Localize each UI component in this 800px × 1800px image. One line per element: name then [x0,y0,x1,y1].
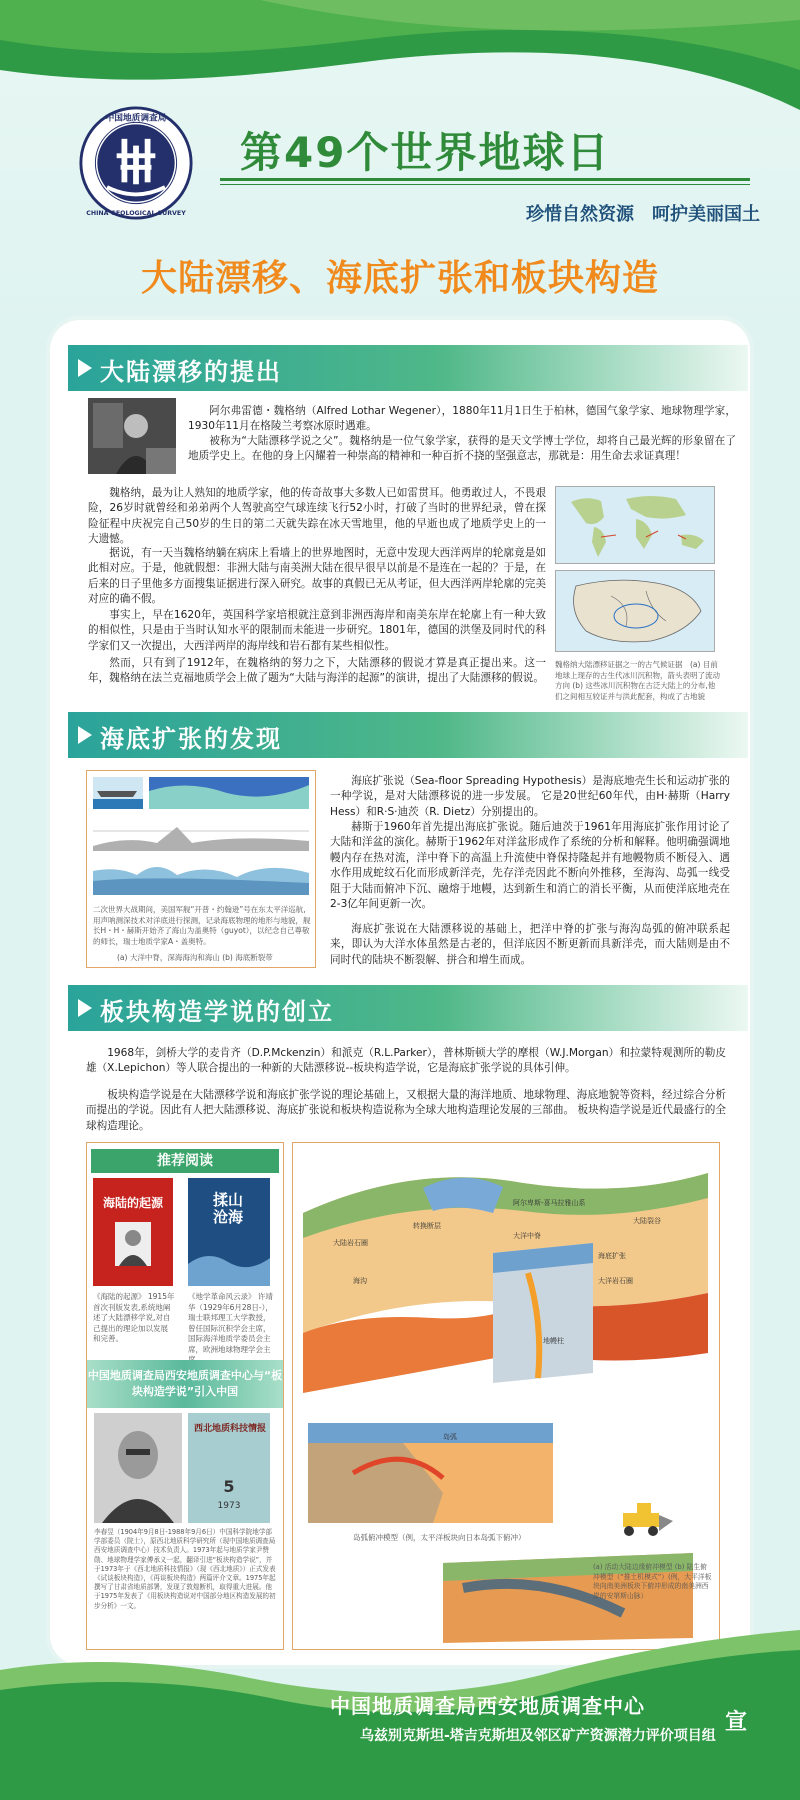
journal-year: 1973 [217,1501,241,1511]
section2-paragraph-1: 海底扩张说（Sea-floor Spreading Hypothesis）是海底地壳生长和运动扩张的一种学说，是对大陆漂移说的进一步发展。 它是20世纪60年代，由H·赫斯（Harry Hess）和R·S·迪茨（R. Dietz）分别提出的。 [330,775,730,818]
footer-mark: 宣 [725,1710,748,1735]
slogan: 珍惜自然资源 呵护美丽国土 [526,204,760,225]
diagram-label-10: 大陆裂谷 [633,1217,661,1225]
logo-text-top: 中国地质调查局 [105,113,167,124]
section1-heading: 大陆漂移的提出 [100,358,282,386]
diagram-label-9: 岛弧 [443,1433,457,1441]
book1-title: 海陆的起源 [102,1196,163,1210]
diagram-label-7: 海底扩张 [598,1252,626,1260]
section2-heading: 海底扩张的发现 [100,725,282,753]
cgs-logo [78,105,194,221]
book2-title: 揉山沧海 [212,1191,243,1226]
journal-cover [188,1413,270,1523]
diagram-label-8: 地幔柱 [543,1337,564,1345]
book1-cover [93,1178,173,1286]
diagram-caption-1: 岛弧俯冲模型（例，太平洋板块向日本岛弧下俯冲） [353,1533,526,1542]
book1-caption: 《海陆的起源》 1915年首次刊版发表,系统地阐述了大陆漂移学说,对自己提出的理论加以发展和完善。 [93,1292,175,1343]
seafloor-figure-frame [86,770,316,968]
book2-cover [188,1178,270,1286]
section1-paragraph-2: 被称为“大陆漂移学说之父”。魏格纳是一位气象学家，获得的是天文学博士学位，却将自己最光辉的形象留在了地质学史上。在他的身上闪耀着一种崇高的精神和一种百折不挠的坚强意志，那就是：用生命去求证真理！ [188,435,736,463]
diagram-label-3: 阿尔卑斯-喜马拉雅山系 [513,1199,586,1207]
section1-paragraph-3: 魏格纳，最为让人熟知的地质学家，他的传奇故事大多数人已如雷贯耳。他勇敢过人，不畏艰险，26岁时就曾经和弟弟两个人驾驶高空气球连续飞行52小时，打破了当时的世界纪录，曾在探险征程中庆祝完自己50岁的生日的第二天就失踪在冰天雪地里，他的早逝也成了地质学史上的一大遗憾。 [88,487,546,546]
bullet-icon [78,999,92,1017]
section3-paragraph-2: 板块构造学说是在大陆漂移学说和海底扩张学说的理论基础上，又根据大量的海洋地质、地球物理、海底地貌等资料，经过综合分析而提出的学说。因此有人把大陆漂移说、海底扩张说和板块构造说称为全球大地构造理论发展的三部曲。 板块构造学说是近代最盛行的全球构造理论。 [86,1089,726,1132]
li-chunyu-caption: 李春昱（1904年9月8日-1988年9月6日）中国科学院地学部学部委员（院士），原西北地质科学研究所（现中国地质调查局西安地质调查中心）技术负责人。1973年起与地质学家尹赞勋、地球物理学家傅承义一起，翻译引进“板块构造学说”，并于1973年于《西北地质科技情报》（现《西北地质》）正式发表《试谈板块构造》，《再谈板块构造》两篇评介文章。1975年起撰写了甘肃省地质部署，发现了敦煌断机，取得重大进展。他于1975年发表了《用板块构造说对中国部分地区构造发展的初步分析》一文。 [94,1528,276,1610]
main-title: 第49个世界地球日 [240,128,611,177]
section2-paragraph-2: 赫斯于1960年首先提出海底扩张说。随后迪茨于1961年用海底扩张作用讨论了大陆和洋盆的演化。赫斯于1962年对洋盆形成作了系统的分析和解释。他明确强调地幔内存在热对流，洋中脊下的高温上升流使中脊保持隆起并有地幔物质不断侵入、遇水作用成蛇纹石化而形成新洋壳，先存洋壳因此不断向外推移，至海沟、岛弧一线受阻于大陆而俯冲下沉、融熔于地幔，达到新生和消亡的消长平衡，从而使洋底地壳在2-3亿年间更新一次。 [330,821,730,911]
section1-paragraph-6: 然而，只有到了1912年，在魏格纳的努力之下，大陆漂移的假说才算是真正提出来。这一年，魏格纳在法兰克福地质学会上做了题为“大陆与海洋的起源”的演讲，提出了大陆漂移的假说。 [88,657,546,685]
wegener-photo [88,398,176,474]
diagram-label-5: 大洋中脊 [513,1232,541,1240]
li-chunyu-portrait [94,1413,182,1523]
diagram-label-2: 转换断层 [413,1222,441,1230]
recommended-reading-title: 推荐阅读 [91,1149,279,1173]
logo-text-bottom: CHINA GEOLOGICAL SURVEY [86,210,186,218]
pangaea-figure [555,570,715,652]
diagram-label-4: 海沟 [353,1277,367,1285]
section1-heading-bar [68,345,748,391]
bullet-icon [78,726,92,744]
section3-paragraph-1: 1968年，剑桥大学的麦肯齐（D.P.Mckenzin）和派克（R.L.Parker），普林斯顿大学的摩根（W.J.Morgan）和拉蒙特观测所的勒皮雄（X.Lepichon）等人联合提出的一种新的大陆漂移说--板块构造学说，它是海底扩张学说的具体引伸。 [86,1047,726,1075]
bullet-icon [78,359,92,377]
section1-paragraph-1: 阿尔弗雷德・魏格纳（Alfred Lothar Wegener），1880年11月1日生于柏林，德国气象学家、地球物理学家，1930年11月在格陵兰考察冰原时遇难。 [188,405,736,433]
seafloor-caption-sub: (a) 大洋中脊，深海海沟和海山 (b) 海底断裂带 [117,953,273,962]
section1-paragraph-5: 事实上，早在1620年，英国科学家培根就注意到非洲西海岸和南美东岸在轮廓上有一种大致的相似性，只是由于当时认知水平的限制而未能进一步研究。1801年，德国的洪堡及同时代的科学家们又一次提出，大西洋两岸的海岸线和岩石都有某些相似性。 [88,609,546,652]
journal-issue: 5 [223,1477,235,1496]
section1-paragraph-4: 据说，有一天当魏格纳躺在病床上看墙上的世界地图时，无意中发现大西洋两岸的轮廓竟是如此相对应。于是，他就假想：非洲大陆与南美洲大陆在很早很早以前是不是连在一起的？于是，在后来的日子里他多方面搜集证据进行深入研究。故事的真假已无从考证，但大西洋两岸轮廓的完美对应的确不假。 [88,547,546,606]
section2-paragraph-3: 海底扩张说在大陆漂移说的基础上，把洋中脊的扩张与海沟岛弧的俯冲联系起来，即认为大洋水体虽然是古老的，但洋底因不断更新而具新洋壳，而大陆则是由不同时代的陆块不断裂解、拼合和增生而成。 [330,923,730,966]
seafloor-caption: 二次世界大战期间，美国军舰“开普・约翰逊”号在东太平洋巡航,用声呐测深技术对洋底进行探测，记录海底物理的地形与地貌，舰长H・H・赫斯开始齐了海山为盖奥特（guyot），以纪念自己尊敬的师长，瑞士地质学家A・盖奥特。 [93,905,311,946]
map-caption: 魏格纳大陆漂移证据之一的古气候证据 (a) 目前地球上现存的古生代冰川沉积物，箭头表明了流动方向 (b) 这些冰川沉积物在古泛大陆上的分布,他们之间相互较证并与洪此配套，构成了古地貌 [555,660,720,701]
footer-project: 乌兹别克斯坦-塔吉克斯坦及邻区矿产资源潜力评价项目组 [360,1728,716,1744]
book2-caption: 《地学革命风云录》 许靖华（1929年6月28日-），瑞士联邦理工大学教授，曾任国际沉积学会主席，国际海洋地质学委员会主席，欧洲地球物理学会主 [188,1292,273,1354]
title-underline [220,178,750,181]
section3-heading: 板块构造学说的创立 [100,998,334,1026]
diagram-label-1: 大陆岩石圈 [333,1239,368,1247]
intro-banner: 中国地质调查局西安地质调查中心与“板块构造学说”引入中国 [87,1360,283,1408]
footer-organization: 中国地质调查局西安地质调查中心 [330,1694,645,1718]
section2-heading-bar [68,712,748,758]
journal-title: 西北地质科技情报 [194,1424,267,1434]
title-underline-thin [220,184,750,185]
sub-title: 大陆漂移、海底扩张和板块构造 [140,258,659,299]
world-map-figure [555,486,715,564]
diagram-caption-2: (a) 活动大陆边缘俯冲模型 (b) 陆生俯冲模型（“推土机模式”）(例，大平洋板块向南美洲板块下俯冲形成的南美洲西岸的安第斯山脉） [593,1563,712,1600]
section3-heading-bar [68,985,748,1031]
plate-tectonics-diagram-frame [292,1142,720,1650]
diagram-label-6: 大洋岩石圈 [598,1277,633,1285]
seafloor-figure [87,771,315,901]
